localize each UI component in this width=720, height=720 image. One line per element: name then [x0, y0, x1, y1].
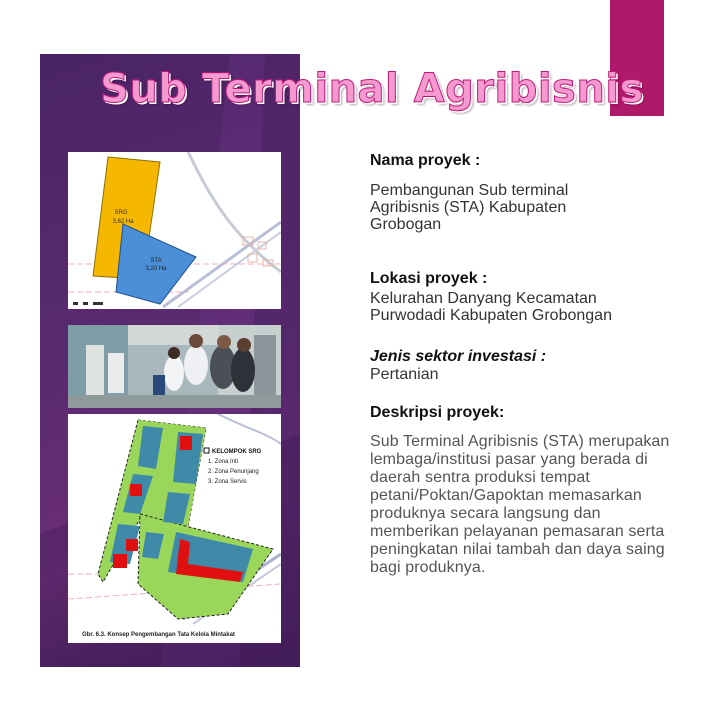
sector-section	[370, 348, 546, 366]
description-value-wrap	[370, 433, 690, 577]
site-map-image	[68, 152, 281, 309]
description-value: Sub Terminal Agribisnis (STA) merupakan lembaga/institusi pasar yang berada di daerah sentra produksi tempat petani/Poktan/Gapoktan memasarkan produknya secara langsung dan memberikan pelayanan pemasaran serta peningkatan nilai tambah dan daya saing bagi produknya.	[370, 433, 670, 576]
sector-label: Jenis sektor investasi :	[370, 348, 547, 365]
description-label: Deskripsi proyek:	[370, 404, 505, 421]
zone-plan-image	[68, 414, 281, 643]
project-name-section	[370, 152, 480, 170]
project-location-label: Lokasi proyek :	[370, 270, 488, 287]
project-name-value: Pembangunan Sub terminal Agribisnis (STA) Kabupaten Grobogan	[370, 182, 569, 233]
description-section	[370, 404, 504, 422]
site-visit-photo	[68, 325, 281, 408]
project-location-value-wrap	[370, 290, 670, 324]
legend-item-3: 3. Zona Servis	[208, 479, 247, 485]
project-location-value: Kelurahan Danyang Kecamatan Purwodadi Kabupaten Grobongan	[370, 290, 612, 324]
legend-title: KELOMPOK SRG	[212, 449, 262, 455]
legend-item-2: 2. Zona Penunjang	[208, 469, 259, 475]
project-name-value-wrap	[370, 182, 620, 233]
project-location-section	[370, 270, 487, 288]
sector-value: Pertanian	[370, 366, 439, 383]
project-name-label: Nama proyek :	[370, 152, 481, 169]
legend-item-1: 1. Zona Inti	[208, 459, 239, 465]
plot1-area: 3,62 Ha	[112, 219, 134, 225]
page-title: Sub Terminal Agribisnis	[100, 66, 644, 112]
plot2-name: STA	[150, 258, 162, 264]
plot2-area: 3,20 Ha	[145, 266, 167, 272]
plot1-name: SRG	[114, 210, 128, 216]
sector-value-wrap	[370, 366, 439, 383]
figure-caption: Gbr. 6.3. Konsep Pengembangan Tata Kelola Mintakat	[82, 632, 235, 638]
